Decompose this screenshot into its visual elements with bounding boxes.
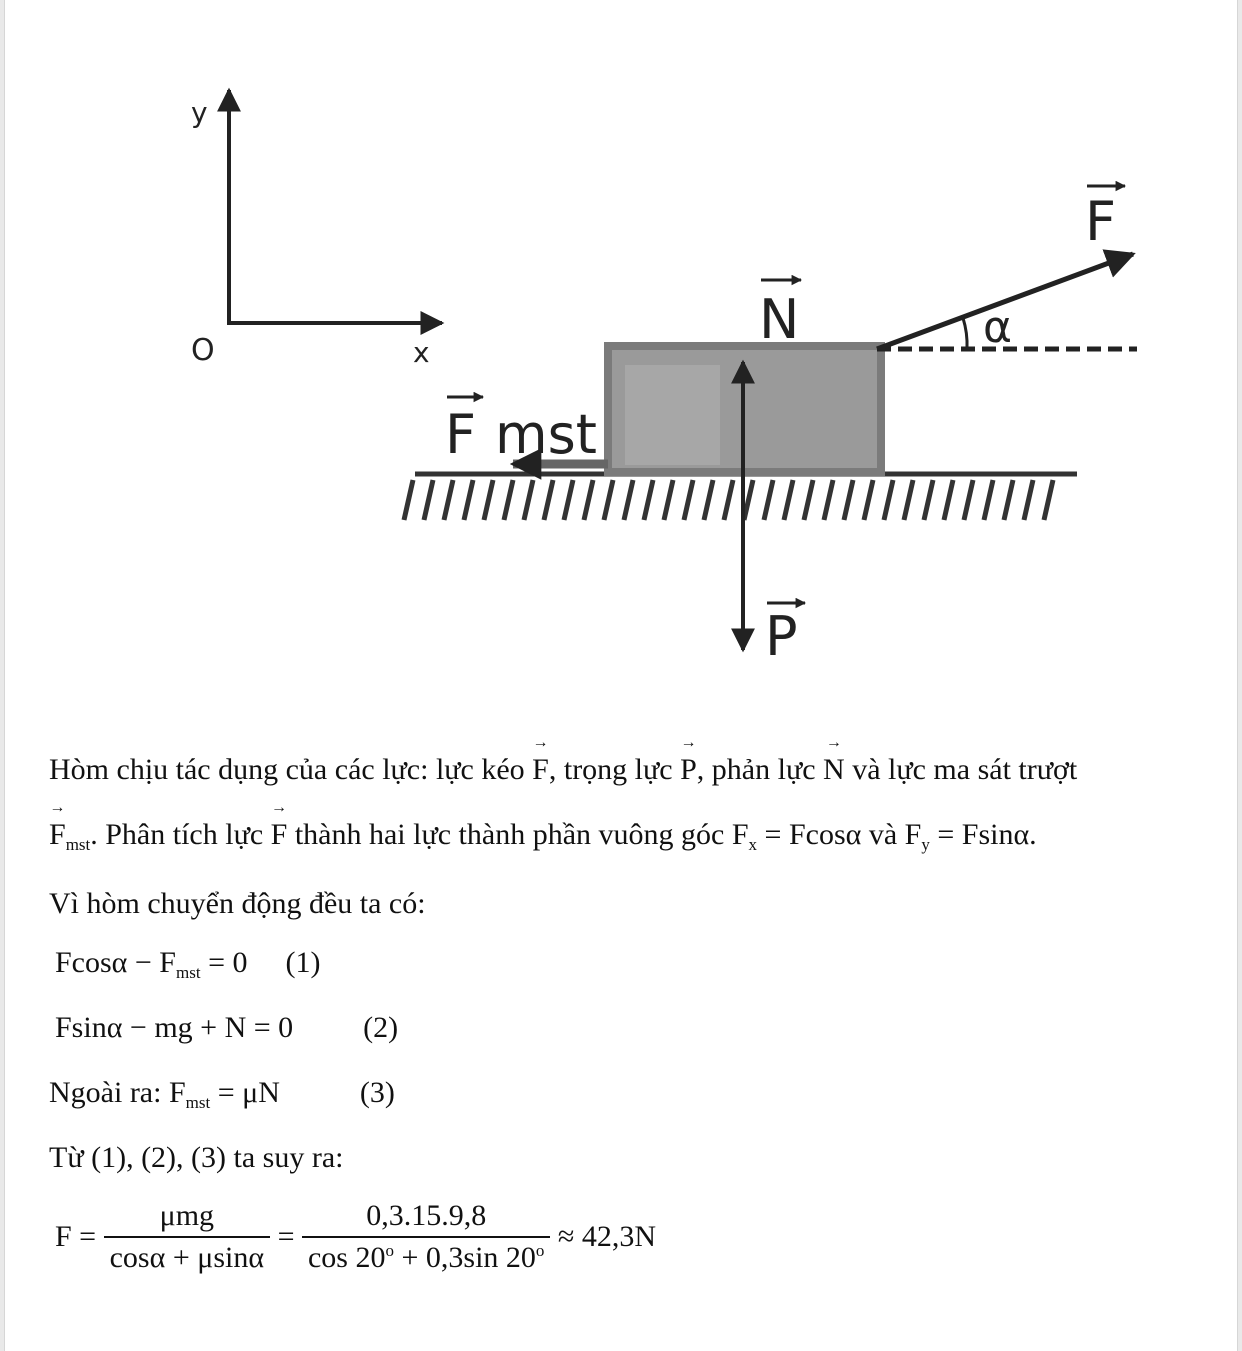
document-page: [4, 0, 1238, 1351]
text-line-1: Hòm chịu tác dụng của các lực: lực kéo → F, trọng lực → P, phản lực → N và lực ma sát trượt: [49, 752, 1077, 788]
vec-Fmst: → F: [49, 817, 66, 853]
fraction-symbolic: $\frac{\text{μmg}}{\cos\alpha + \mu\sin\alpha}$: [104, 1196, 270, 1278]
ground-hatching: [404, 480, 1053, 520]
svg-text:F: F: [1085, 190, 1117, 253]
label-P: [765, 603, 805, 668]
text-line-7: Từ (1), (2), (3) ta suy ra:: [49, 1141, 344, 1174]
label-N: [759, 280, 801, 351]
label-alpha: α: [983, 302, 1013, 353]
y-axis-label: y: [191, 96, 208, 129]
x-axis-label: x: [413, 336, 430, 369]
origin-label: O: [191, 333, 215, 368]
vec-F: → F: [532, 752, 549, 788]
box-highlight: [625, 365, 720, 465]
svg-text:P: P: [765, 605, 798, 668]
vec-P: → P: [680, 752, 697, 788]
label-F: [1085, 186, 1125, 253]
label-Fmst: [445, 397, 597, 466]
final-equation: F = $\frac{\text{μmg}}{\cos\alpha + \mu\sin\alpha}$ = $\frac{0,3.15.9,8}{\cos 20^o + 0,3\sin 20^o}$ ≈ 42,3N: [55, 1196, 656, 1278]
vec-N: → N: [823, 752, 845, 788]
vec-F-2: → F: [271, 817, 288, 853]
fraction-numeric: $\frac{0,3.15.9,8}{\cos 20^o + 0,3\sin 20^o}$: [302, 1196, 550, 1278]
equation-1: $Fcos\alpha - F_{mst} = 0$ (1): [55, 946, 321, 982]
svg-text:mst: mst: [495, 403, 597, 466]
svg-text:F: F: [445, 403, 477, 466]
equation-2: Fsinα − mg + N = 0 (2): [55, 1011, 399, 1044]
text-line-3: Vì hòm chuyển động đều ta có:: [49, 887, 426, 920]
equation-3: Ngoài ra: $F_{mst} = \mu N$ (3): [49, 1076, 395, 1112]
angle-arc: [963, 318, 967, 349]
force-diagram: [5, 0, 1237, 700]
text-line-2: → $F_{mst}$. Phân tích lực → F thành hai lực thành phần vuông góc $F_x = Fcos\alpha$ và $F_y = Fsin\alpha$.: [49, 817, 1037, 853]
svg-text:N: N: [759, 288, 800, 351]
